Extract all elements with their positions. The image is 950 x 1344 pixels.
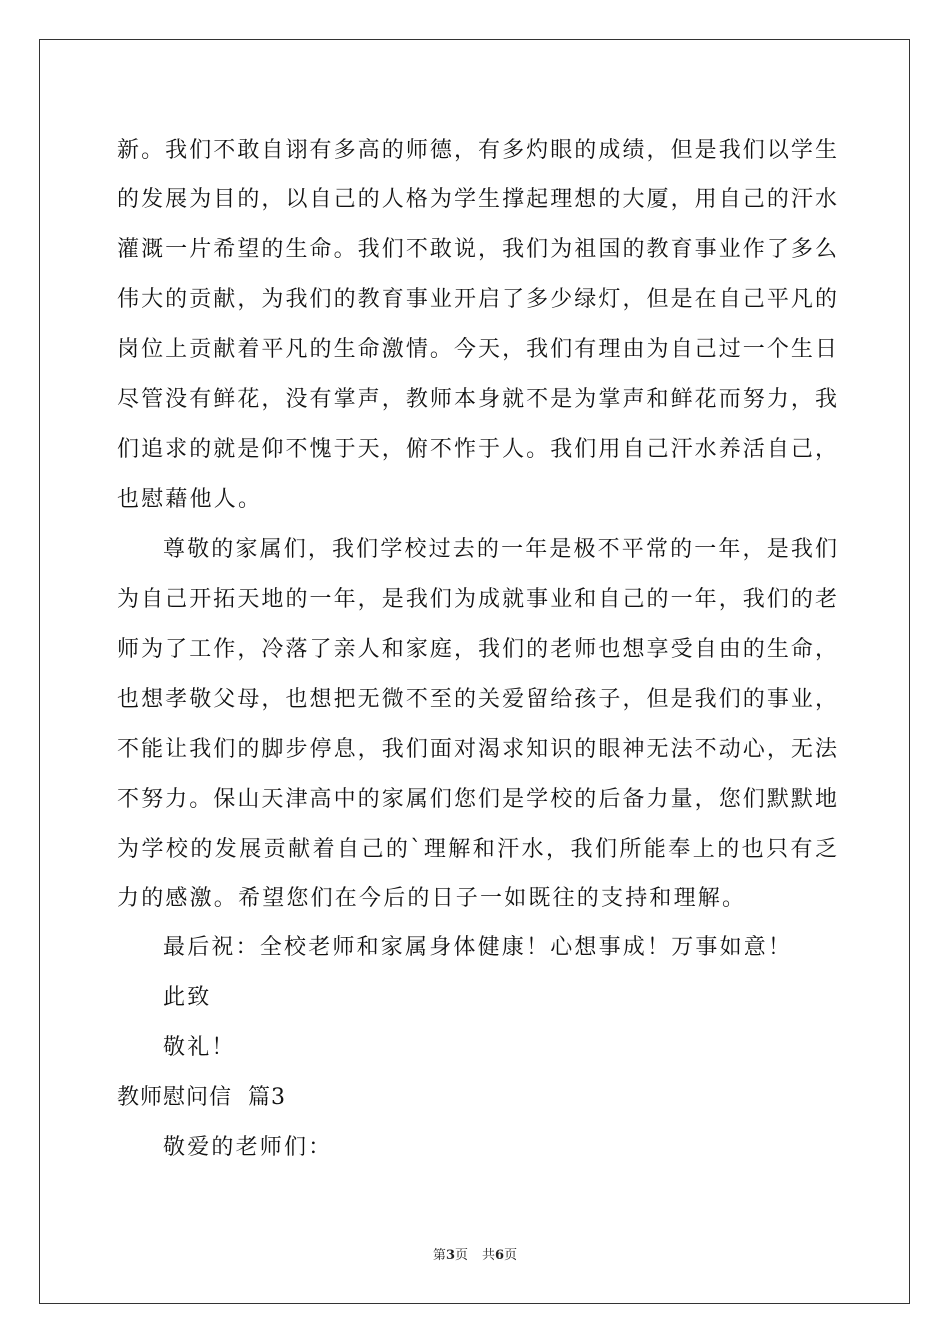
footer-total-pages: 6 [495,1248,505,1263]
paragraph-2-line-7: 为学校的发展贡献着自己的`理解和汗水，我们所能奉上的也只有乏 [117,837,837,862]
paragraph-2-line-5: 不能让我们的脚步停息，我们面对渴求知识的眼神无法不动心，无法 [117,737,837,762]
paragraph-1-line-7: 们追求的就是仰不愧于天，俯不怍于人。我们用自己汗水养活自己， [117,437,837,462]
closing-jing-li: 敬礼！ [163,1035,236,1060]
salutation: 敬爱的老师们： [163,1135,333,1160]
wishes-line: 最后祝：全校老师和家属身体健康！心想事成！万事如意！ [163,935,793,960]
footer-page-number: 3 [445,1248,455,1263]
closing-ci-zhi: 此致 [163,985,212,1010]
paragraph-1-line-8: 也慰藉他人。 [117,487,263,512]
footer-prefix: 第 [432,1248,446,1263]
paragraph-1-line-1: 新。我们不敢自诩有多高的师德，有多灼眼的成绩，但是我们以学生 [117,138,837,163]
paragraph-2-line-4: 也想孝敬父母，也想把无微不至的关爱留给孩子，但是我们的事业， [117,687,837,712]
footer-total-suffix: 页 [504,1248,518,1263]
paragraph-2-line-6: 不努力。保山天津高中的家属们您们是学校的后备力量，您们默默地 [117,787,837,812]
paragraph-1-line-2: 的发展为目的，以自己的人格为学生撑起理想的大厦，用自己的汗水 [117,187,837,212]
footer-page-suffix: 页 [454,1248,468,1263]
paragraph-2-line-2: 为自己开拓天地的一年，是我们为成就事业和自己的一年，我们的老 [117,587,837,612]
footer-total-prefix: 共 [482,1248,496,1263]
paragraph-1-line-4: 伟大的贡献，为我们的教育事业开启了多少绿灯，但是在自己平凡的 [117,287,837,312]
paragraph-1-line-6: 尽管没有鲜花，没有掌声，教师本身就不是为掌声和鲜花而努力，我 [117,387,837,412]
paragraph-2-line-1: 尊敬的家属们，我们学校过去的一年是极不平常的一年，是我们 [163,537,837,562]
paragraph-1-line-3: 灌溉一片希望的生命。我们不敢说，我们为祖国的教育事业作了多么 [117,237,837,262]
paragraph-2-line-8: 力的感激。希望您们在今后的日子一如既往的支持和理解。 [117,886,747,911]
page-footer [0,1247,950,1265]
paragraph-2-line-3: 师为了工作，冷落了亲人和家庭，我们的老师也想享受自由的生命， [117,637,837,662]
section-title: 教师慰问信 篇3 [117,1085,286,1110]
page-border [39,39,910,1304]
paragraph-1-line-5: 岗位上贡献着平凡的生命激情。今天，我们有理由为自己过一个生日 [117,337,837,362]
